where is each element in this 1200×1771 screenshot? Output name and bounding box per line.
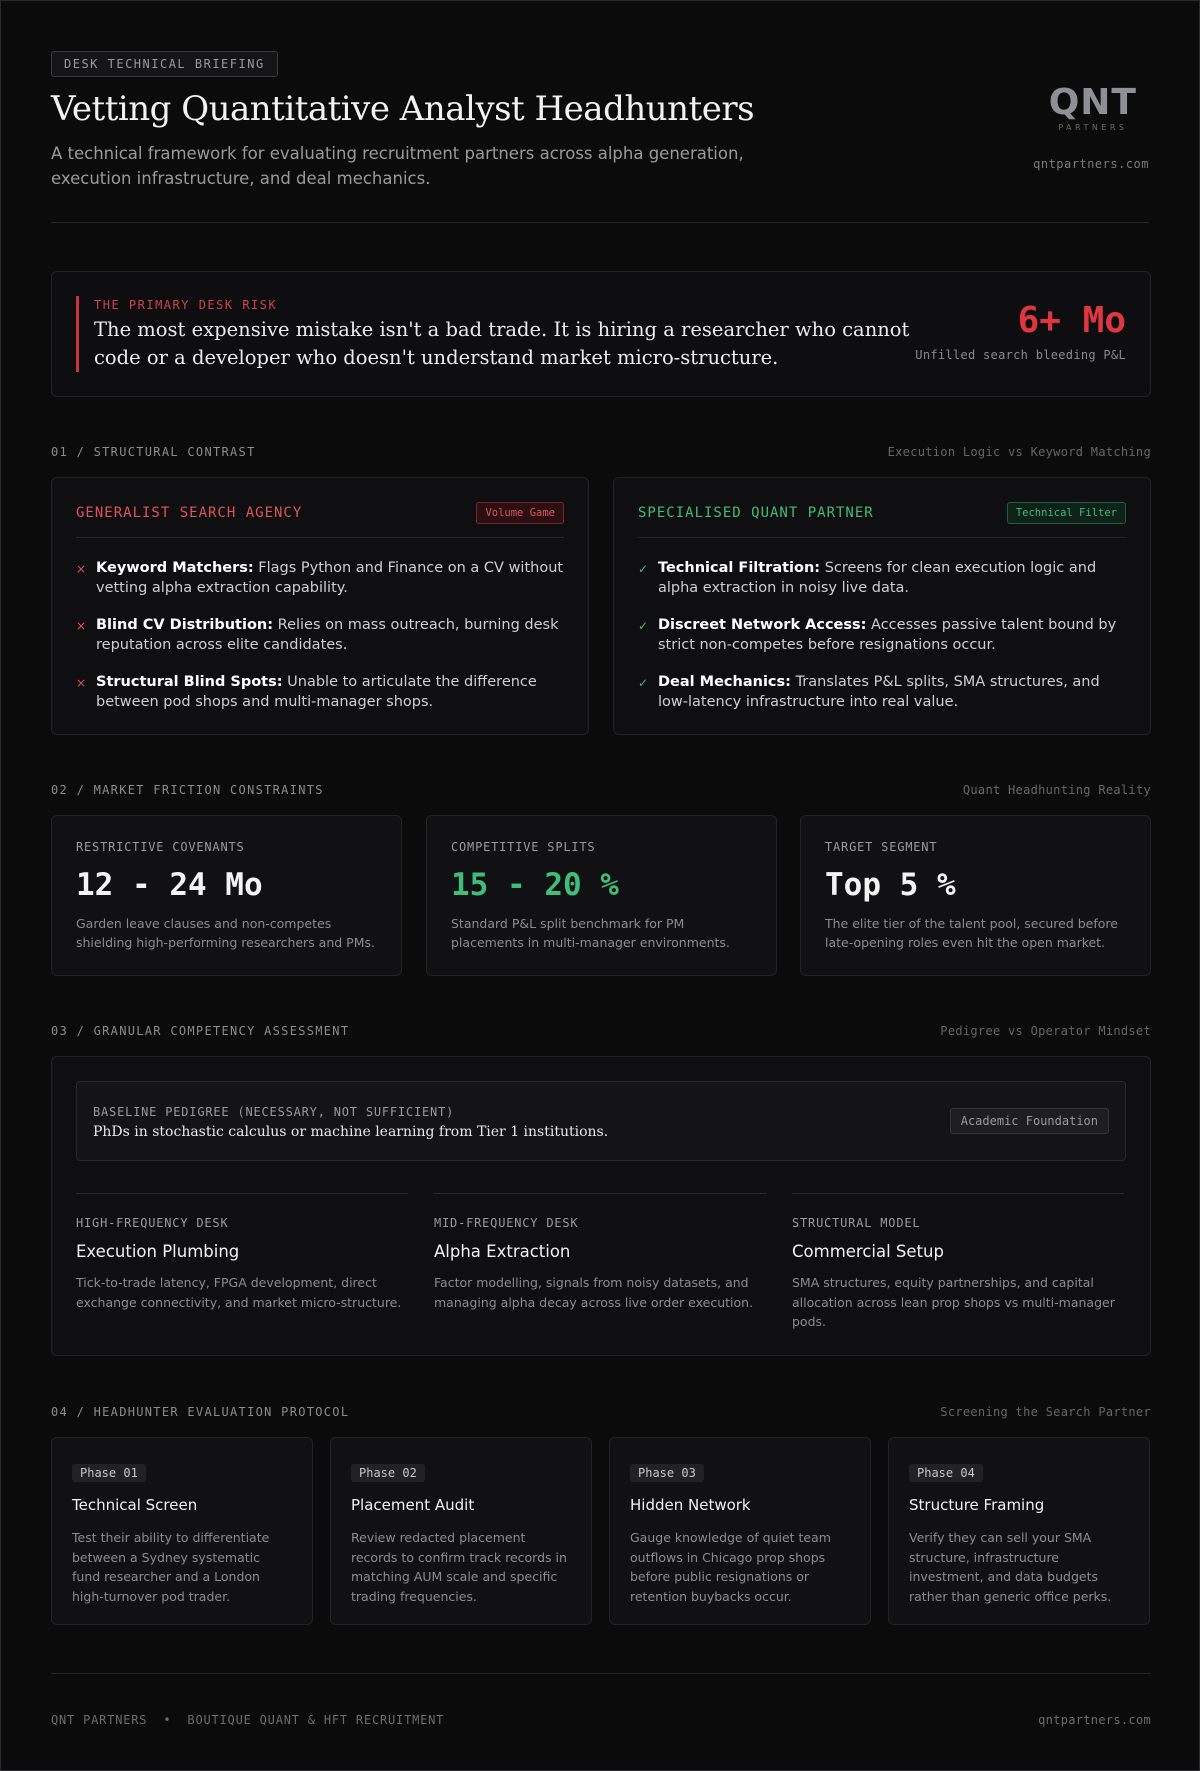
- competency-label: MID-FREQUENCY DESK: [434, 1216, 579, 1230]
- phase-description: Test their ability to differentiate between a Sydney systematic fund researcher and a London high-turnover pod trader.: [72, 1530, 270, 1604]
- competency-label: HIGH-FREQUENCY DESK: [76, 1216, 229, 1230]
- list-item: [76, 672, 564, 712]
- academic-foundation-badge: Academic Foundation: [950, 1108, 1109, 1134]
- risk-quote: The most expensive mistake isn't a bad trade. It is hiring a researcher who cannot code or a developer who doesn't understand market micro-structure.: [94, 318, 910, 369]
- section-title: 03 / GRANULAR COMPETENCY ASSESSMENT: [51, 1024, 350, 1038]
- check-icon: ✓: [638, 562, 649, 576]
- specialist-partner-card: [613, 477, 1151, 735]
- document-tag: DESK TECHNICAL BRIEFING: [51, 51, 278, 77]
- page-header: [51, 1, 1149, 223]
- company-logo: [1048, 82, 1137, 132]
- stat-value: Top 5 %: [825, 867, 956, 903]
- check-icon: ✓: [638, 619, 649, 633]
- cross-icon: ×: [76, 676, 87, 690]
- stat-card-covenants: [51, 815, 402, 976]
- phase-badge: Phase 01: [72, 1464, 146, 1482]
- section-subtitle: Quant Headhunting Reality: [962, 783, 1151, 797]
- trait-description: Screens for clean execution logic and alpha extraction in noisy live data.: [658, 560, 1097, 596]
- trait-name: Keyword Matchers:: [96, 560, 254, 576]
- card-header: [638, 478, 1126, 538]
- logo-subtext: PARTNERS: [1058, 123, 1128, 132]
- section-subtitle: Execution Logic vs Keyword Matching: [887, 445, 1151, 459]
- stat-description: The elite tier of the talent pool, secured before late-opening roles even hit the open market.: [825, 916, 1118, 950]
- risk-label: THE PRIMARY DESK RISK: [94, 298, 278, 312]
- section-title: 01 / STRUCTURAL CONTRAST: [51, 445, 256, 459]
- risk-metric-caption: Unfilled search bleeding P&L: [915, 348, 1126, 362]
- trait-description: Flags Python and Finance on a CV without vetting alpha extraction capability.: [96, 560, 564, 596]
- competency-description: Factor modelling, signals from noisy datasets, and managing alpha decay across live order execution.: [434, 1275, 754, 1310]
- section-header-structural-contrast: [51, 445, 1151, 461]
- trait-name: Deal Mechanics:: [658, 674, 791, 690]
- volume-game-badge: Volume Game: [476, 502, 564, 524]
- list-item: [638, 672, 1126, 712]
- competency-description: Tick-to-trade latency, FPGA development, direct exchange connectivity, and market micro-structure.: [76, 1275, 402, 1310]
- specialist-traits-list: [638, 558, 1126, 712]
- stat-label: TARGET SEGMENT: [825, 840, 938, 854]
- list-item: [638, 615, 1126, 655]
- risk-callout: [51, 271, 1151, 397]
- section-title: 04 / HEADHUNTER EVALUATION PROTOCOL: [51, 1405, 350, 1419]
- technical-filter-badge: Technical Filter: [1007, 502, 1126, 524]
- section-header-market-friction: [51, 783, 1151, 799]
- phase-badge: Phase 04: [909, 1464, 983, 1482]
- phase-description: Gauge knowledge of quiet team outflows in Chicago prop shops before public resignations or retention buybacks occur.: [630, 1530, 831, 1604]
- list-item: [76, 558, 564, 598]
- list-item: [638, 558, 1126, 598]
- generalist-agency-card: [51, 477, 589, 735]
- trait-description: Unable to articulate the difference between pod shops and multi-manager shops.: [96, 674, 537, 710]
- phase-badge: Phase 02: [351, 1464, 425, 1482]
- phase-card-02: [330, 1437, 592, 1625]
- trait-description: Translates P&L splits, SMA structures, and low-latency infrastructure into real value.: [658, 674, 1100, 710]
- risk-metric: 6+ Mo: [1017, 300, 1126, 341]
- phase-description: Review redacted placement records to confirm track records in matching AUM scale and specific trading frequencies.: [351, 1530, 567, 1604]
- stat-description: Standard P&L split benchmark for PM placements in multi-manager environments.: [451, 916, 730, 950]
- phase-title: Placement Audit: [351, 1496, 475, 1514]
- section-header-evaluation-protocol: [51, 1405, 1151, 1421]
- stat-label: RESTRICTIVE COVENANTS: [76, 840, 245, 854]
- phase-title: Technical Screen: [72, 1496, 198, 1514]
- phase-description: Verify they can sell your SMA structure, infrastructure investment, and data budgets rather than generic office perks.: [909, 1530, 1112, 1604]
- competency-column-structural: [792, 1193, 1124, 1332]
- phase-card-03: [609, 1437, 871, 1625]
- trait-name: Blind CV Distribution:: [96, 617, 274, 633]
- trait-description: Relies on mass outreach, burning desk reputation across elite candidates.: [96, 617, 559, 653]
- section-subtitle: Screening the Search Partner: [940, 1405, 1151, 1419]
- card-title: GENERALIST SEARCH AGENCY: [76, 505, 303, 521]
- logo-wordmark: QNT: [1048, 82, 1137, 123]
- check-icon: ✓: [638, 676, 649, 690]
- footer-company: QNT PARTNERS • BOUTIQUE QUANT & HFT RECRUITMENT: [51, 1713, 445, 1727]
- trait-name: Technical Filtration:: [658, 560, 821, 576]
- competency-panel: [51, 1056, 1151, 1356]
- cross-icon: ×: [76, 562, 87, 576]
- stat-description: Garden leave clauses and non-competes shielding high-performing researchers and PMs.: [76, 916, 375, 950]
- stat-label: COMPETITIVE SPLITS: [451, 840, 596, 854]
- trait-description: Accesses passive talent bound by strict non-competes before resignations occur.: [658, 617, 1117, 653]
- competency-title: Alpha Extraction: [434, 1242, 571, 1261]
- page-title: Vetting Quantitative Analyst Headhunters: [51, 89, 755, 129]
- footer-website-link[interactable]: qntpartners.com: [1038, 1713, 1151, 1727]
- card-header: [76, 478, 564, 538]
- competency-title: Commercial Setup: [792, 1242, 944, 1261]
- competency-column-hft: [76, 1193, 408, 1312]
- section-header-competency: [51, 1024, 1151, 1040]
- phase-title: Structure Framing: [909, 1496, 1045, 1514]
- phase-card-04: [888, 1437, 1150, 1625]
- competency-label: STRUCTURAL MODEL: [792, 1216, 921, 1230]
- generalist-traits-list: [76, 558, 564, 712]
- competency-description: SMA structures, equity partnerships, and capital allocation across lean prop shops vs multi-manager pods.: [792, 1275, 1115, 1329]
- stat-value: 15 - 20 %: [451, 867, 619, 903]
- page-subtitle: A technical framework for evaluating recruitment partners across alpha generation, execution infrastructure, and deal mechanics.: [51, 144, 744, 188]
- baseline-text: PhDs in stochastic calculus or machine learning from Tier 1 institutions.: [93, 1124, 609, 1140]
- list-item: [76, 615, 564, 655]
- cross-icon: ×: [76, 619, 87, 633]
- page-footer: [51, 1673, 1151, 1727]
- competency-title: Execution Plumbing: [76, 1242, 240, 1261]
- competency-column-mft: [434, 1193, 766, 1312]
- card-title: SPECIALISED QUANT PARTNER: [638, 505, 874, 521]
- stat-card-splits: [426, 815, 777, 976]
- baseline-label: BASELINE PEDIGREE (NECESSARY, NOT SUFFICIENT): [93, 1105, 455, 1119]
- phase-title: Hidden Network: [630, 1496, 751, 1514]
- phase-badge: Phase 03: [630, 1464, 704, 1482]
- baseline-pedigree-box: [76, 1081, 1126, 1161]
- stat-value: 12 - 24 Mo: [76, 867, 263, 903]
- risk-accent-bar: [76, 296, 79, 372]
- phase-card-01: [51, 1437, 313, 1625]
- trait-name: Structural Blind Spots:: [96, 674, 283, 690]
- trait-name: Discreet Network Access:: [658, 617, 867, 633]
- section-title: 02 / MARKET FRICTION CONSTRAINTS: [51, 783, 324, 797]
- section-subtitle: Pedigree vs Operator Mindset: [940, 1024, 1151, 1038]
- stat-card-target-segment: [800, 815, 1151, 976]
- website-link[interactable]: qntpartners.com: [1033, 157, 1149, 171]
